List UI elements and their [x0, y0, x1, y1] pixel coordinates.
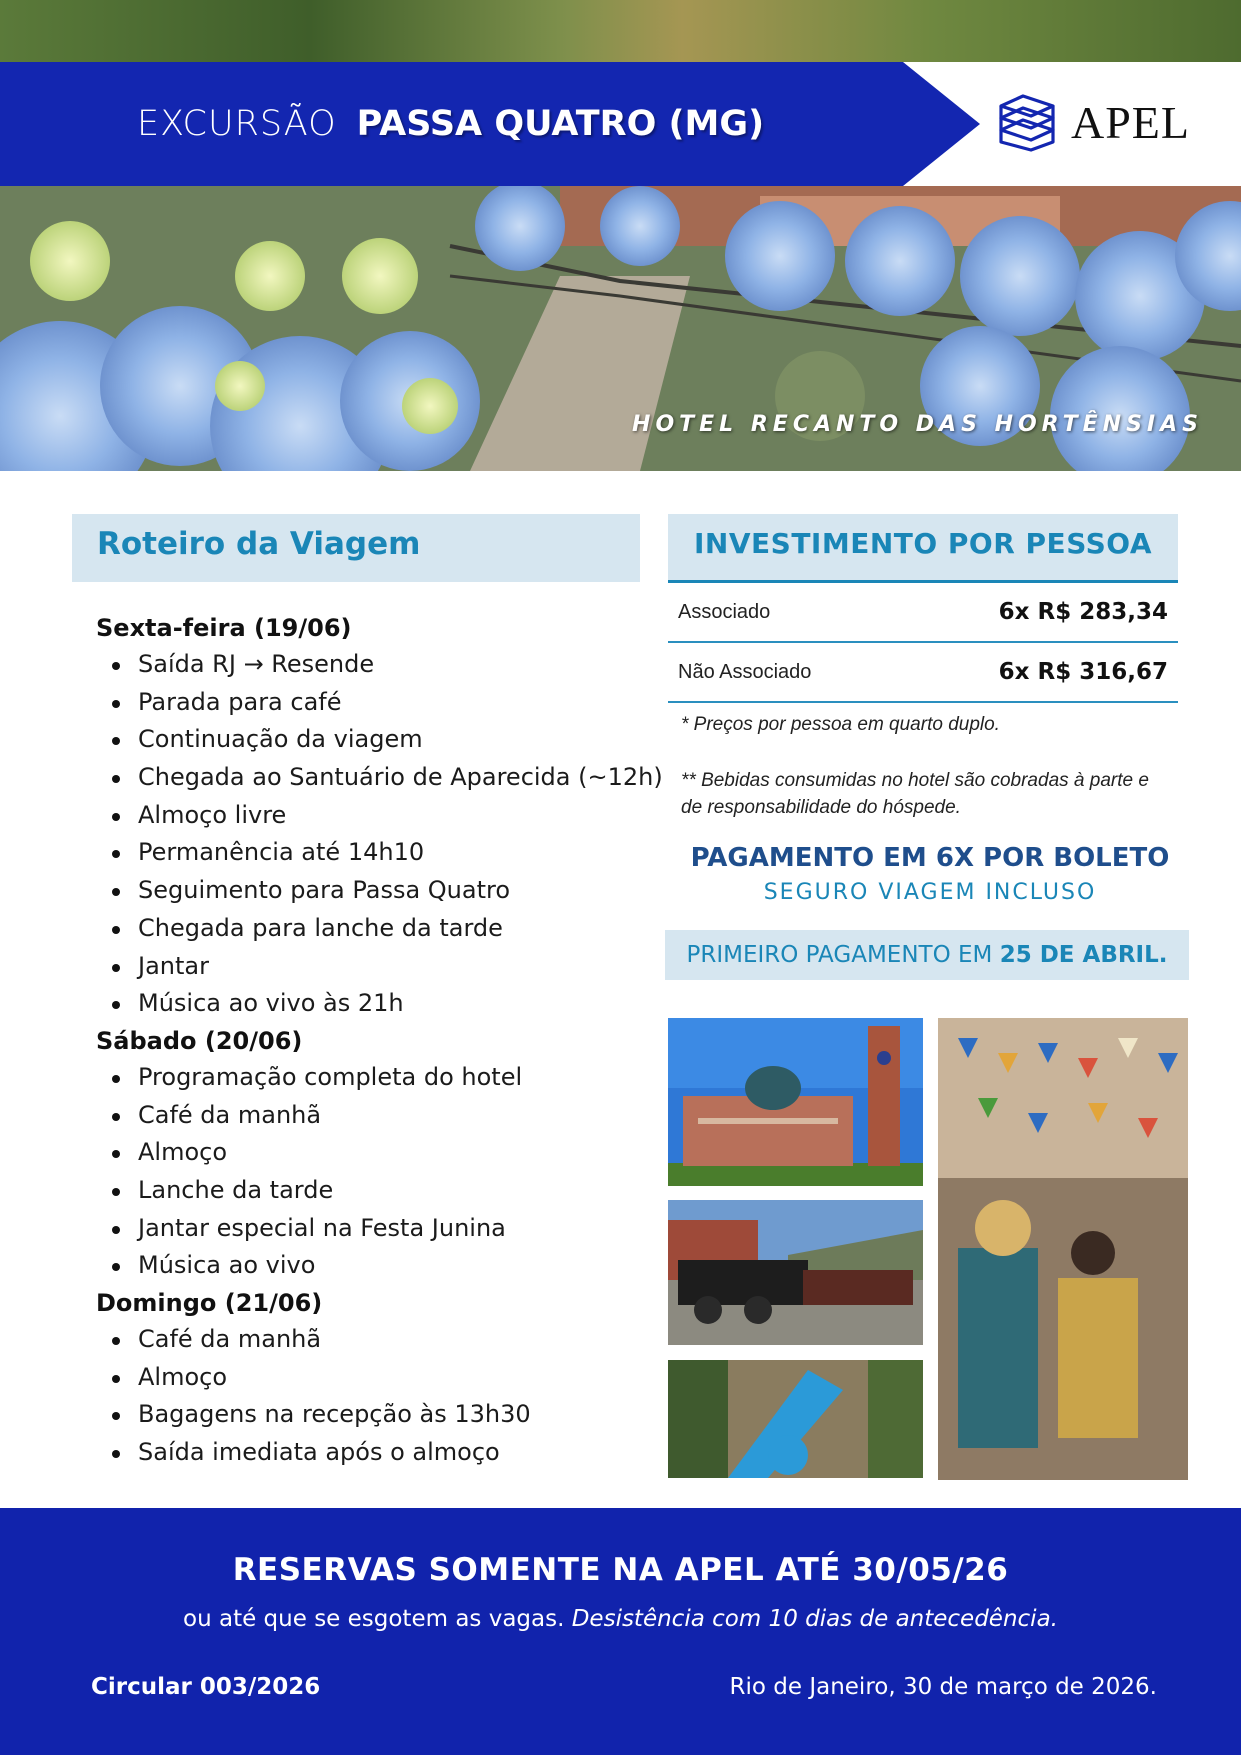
title-destination: PASSA QUATRO (MG) [356, 104, 765, 144]
bullet-icon [112, 700, 120, 708]
bullet-icon [112, 1337, 120, 1345]
bullet-icon [112, 1150, 120, 1158]
price-row-nao-associado [668, 643, 1178, 703]
bullet-icon [112, 1226, 120, 1234]
list-item: Almoço [96, 1359, 656, 1397]
list-item: Café da manhã [96, 1097, 656, 1135]
list-item: Jantar [96, 948, 656, 986]
list-item: Jantar especial na Festa Junina [96, 1210, 656, 1248]
list-item: Saída RJ → Resende [96, 646, 656, 684]
bullet-icon [112, 775, 120, 783]
footer-subtitle: ou até que se esgotem as vagas. Desistência com 10 dias de antecedência. [183, 1606, 1058, 1632]
header-foliage-photo [0, 0, 1241, 62]
day-heading: Sábado (20/06) [96, 1026, 303, 1055]
list-item: Almoço livre [96, 797, 656, 835]
hero-caption: HOTEL RECANTO DAS HORTÊNSIAS [632, 412, 1203, 437]
circular-number: Circular 003/2026 [91, 1674, 321, 1700]
payment-line: PAGAMENTO EM 6X POR BOLETO [690, 843, 1170, 873]
list-item: Lanche da tarde [96, 1172, 656, 1210]
day-heading: Sexta-feira (19/06) [96, 614, 352, 642]
insurance-line: SEGURO VIAGEM INCLUSO [763, 880, 1097, 905]
bullet-icon [112, 850, 120, 858]
bullet-icon [112, 662, 120, 670]
footer-title: RESERVAS SOMENTE NA APEL ATÉ 30/05/26 [232, 1552, 1009, 1588]
footer-cancellation-note: Desistência com 10 dias de antecedência. [571, 1606, 1058, 1632]
price-value: 6x R$ 283,34 [998, 599, 1168, 625]
list-item: Seguimento para Passa Quatro [96, 872, 656, 910]
bullet-icon [112, 888, 120, 896]
train-photo [668, 1200, 923, 1345]
list-item: Chegada ao Santuário de Aparecida (~12h) [96, 759, 656, 797]
apel-logo-icon [993, 92, 1061, 152]
bullet-icon [112, 1113, 120, 1121]
list-item: Música ao vivo [96, 1247, 656, 1285]
price-label: Associado [678, 601, 771, 623]
basilica-photo [668, 1018, 923, 1186]
price-note-drinks: ** Bebidas consumidas no hotel são cobradas à parte e de responsabilidade do hóspede. [681, 770, 1149, 818]
page-title [137, 92, 764, 156]
bullet-icon [112, 1263, 120, 1271]
apel-logo [993, 90, 1190, 154]
list-item: Música ao vivo às 21h [96, 985, 656, 1023]
list-item: Saída imediata após o almoço [96, 1434, 656, 1472]
bullet-icon [112, 1375, 120, 1383]
logo-text: APEL [1071, 96, 1190, 148]
list-item: Permanência até 14h10 [96, 834, 656, 872]
bullet-icon [112, 813, 120, 821]
list-item: Parada para café [96, 684, 656, 722]
list-item: Continuação da viagem [96, 721, 656, 759]
pool-photo [668, 1360, 923, 1478]
first-payment-date: 25 DE ABRIL. [999, 942, 1168, 968]
list-item: Bagagens na recepção às 13h30 [96, 1396, 656, 1434]
first-payment-line: PRIMEIRO PAGAMENTO EM 25 DE ABRIL. [686, 942, 1168, 968]
bullet-icon [112, 1450, 120, 1458]
investment-title: INVESTIMENTO POR PESSOA [694, 527, 1152, 560]
bullet-icon [112, 1412, 120, 1420]
title-lead: EXCURSÃO [137, 104, 337, 144]
list-item: Almoço [96, 1134, 656, 1172]
list-item: Chegada para lanche da tarde [96, 910, 656, 948]
price-row-associado [668, 583, 1178, 643]
price-note-room: * Preços por pessoa em quarto duplo. [681, 714, 1000, 735]
bullet-icon [112, 737, 120, 745]
bullet-icon [112, 1075, 120, 1083]
price-value: 6x R$ 316,67 [998, 659, 1168, 685]
list-item: Programação completa do hotel [96, 1059, 656, 1097]
itinerary-list [96, 610, 663, 1472]
festa-junina-photo [938, 1018, 1188, 1480]
day-heading: Domingo (21/06) [96, 1289, 323, 1317]
list-item: Café da manhã [96, 1321, 656, 1359]
bullet-icon [112, 1188, 120, 1196]
bullet-icon [112, 964, 120, 972]
itinerary-title: Roteiro da Viagem [97, 526, 421, 562]
bullet-icon [112, 926, 120, 934]
document-date: Rio de Janeiro, 30 de março de 2026. [729, 1674, 1157, 1700]
price-label: Não Associado [678, 661, 812, 683]
bullet-icon [112, 1001, 120, 1009]
